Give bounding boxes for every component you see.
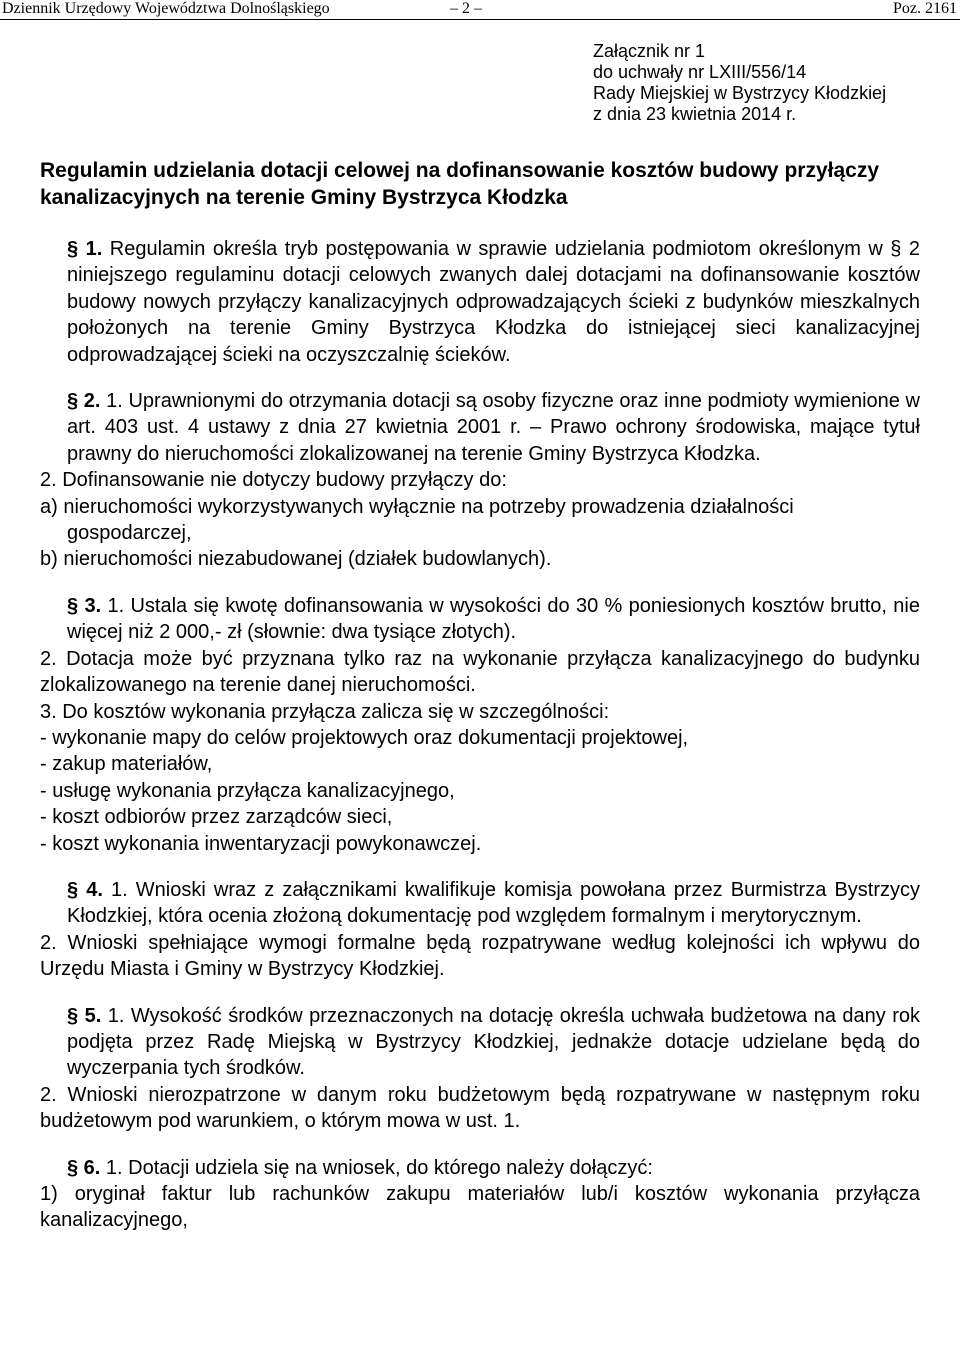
journal-name: Dziennik Urzędowy Województwa Dolnośląskiego xyxy=(2,0,330,17)
section-number: § 2. xyxy=(67,390,101,413)
annex-line: Załącznik nr 1 xyxy=(593,41,706,61)
section-text: 1. Wnioski wraz z załącznikami kwalifikuje komisja powołana przez Burmistrza Bystrzycy Kłodzkiej, która ocenia złożoną dokumentację pod względem formalnym i merytorycznym. xyxy=(67,878,920,928)
section-6-para-1 xyxy=(40,1155,920,1181)
list-item: a) nieruchomości wykorzystywanych wyłącznie na potrzeby prowadzenia działalności xyxy=(40,495,794,518)
list-item: - koszt odbiorów przez zarządców sieci, xyxy=(40,806,393,829)
section-text: 1. Uprawnionymi do otrzymania dotacji są osoby fizyczne oraz inne podmioty wymienione w art. 403 ust. 4 ustawy z dnia 27 kwietnia 2001 r. – Prawo ochrony środowiska, mające tytuł prawny do nieruchomości zlokalizowanej na terenie Gminy Bystrzyca Kłodzka. xyxy=(67,390,920,465)
document-body xyxy=(40,236,920,1234)
section-3-para-3: 3. Do kosztów wykonania przyłącza zalicza się w szczególności: xyxy=(40,700,610,723)
list-item: - wykonanie mapy do celów projektowych oraz dokumentacji projektowej, xyxy=(40,726,689,749)
list-item: - koszt wykonania inwentaryzacji powykonawczej. xyxy=(40,832,482,855)
section-2-para-1 xyxy=(40,388,920,467)
section-6-para-2: 1) oryginał faktur lub rachunków zakupu materiałów lub/i kosztów wykonania przyłącza kanalizacyjnego, xyxy=(40,1183,920,1232)
document-title: Regulamin udzielania dotacji celowej na dofinansowanie kosztów budowy przyłączy kanalizacyjnych na terenie Gminy Bystrzyca Kłodzka xyxy=(40,159,879,209)
section-3-para-2: 2. Dotacja może być przyznana tylko raz na wykonanie przyłącza kanalizacyjnego do budynku zlokalizowanego na terenie danej nieruchomości. xyxy=(40,647,920,697)
section-number: § 4. xyxy=(67,878,103,901)
section-4-para-1 xyxy=(40,877,920,930)
list-item-continuation: gospodarczej, xyxy=(67,522,192,545)
list-item: - usługę wykonania przyłącza kanalizacyjnego, xyxy=(40,779,455,802)
header-rule xyxy=(0,19,960,20)
section-4-para-2: 2. Wnioski spełniające wymogi formalne będą rozpatrywane według kolejności ich wpływu do Urzędu Miasta i Gminy w Bystrzycy Kłodzkiej. xyxy=(40,931,920,981)
section-text: 1. Ustala się kwotę dofinansowania w wysokości do 30 % poniesionych kosztów brutto, nie więcej niż 2 000,- zł (słownie: dwa tysiące złotych). xyxy=(67,594,920,644)
section-text: 1. Wysokość środków przeznaczonych na dotację określa uchwała budżetowa na dany rok podjęta przez Radę Miejską w Bystrzycy Kłodzkiej, jednakże dotacje udzielane będą do wyczerpania tych środków. xyxy=(67,1004,920,1080)
list-item: - zakup materiałów, xyxy=(40,753,213,776)
annex-line: z dnia 23 kwietnia 2014 r. xyxy=(593,104,797,124)
section-number: § 3. xyxy=(67,594,102,617)
section-1 xyxy=(40,236,920,368)
annex-line: do uchwały nr LXIII/556/14 xyxy=(593,62,807,82)
annex-line: Rady Miejskiej w Bystrzycy Kłodzkiej xyxy=(593,83,887,103)
page-number: – 2 – xyxy=(450,0,482,17)
section-2-para-2: 2. Dofinansowanie nie dotyczy budowy przyłączy do: xyxy=(40,469,507,492)
position-number: Poz. 2161 xyxy=(893,0,957,17)
section-text: 1. Dotacji udziela się na wniosek, do którego należy dołączyć: xyxy=(105,1156,653,1179)
section-number: § 1. xyxy=(67,238,103,260)
annex-block xyxy=(593,41,886,125)
list-item: b) nieruchomości niezabudowanej (działek budowlanych). xyxy=(40,548,552,571)
section-3-para-1 xyxy=(40,593,920,646)
section-5-para-1 xyxy=(40,1003,920,1082)
section-5-para-2: 2. Wnioski nierozpatrzone w danym roku budżetowym będą rozpatrywane w następnym roku budżetowym pod warunkiem, o którym mowa w ust. 1. xyxy=(40,1083,920,1133)
page-header xyxy=(0,0,960,18)
section-text: Regulamin określa tryb postępowania w sprawie udzielania podmiotom określonym w § 2 niniejszego regulaminu dotacji celowych zwanych dalej dotacjami na dofinansowanie kosztów budowy nowych przyłączy kanalizacyjnych odprowadzających ścieki z budynków mieszkalnych położonych na terenie Gminy Bystrzyca Kłodzka do istniejącej sieci kanalizacyjnej odprowadzającej ścieki na oczyszczalnię ścieków. xyxy=(67,238,921,366)
section-number: § 5. xyxy=(67,1004,102,1027)
section-number: § 6. xyxy=(67,1156,101,1179)
